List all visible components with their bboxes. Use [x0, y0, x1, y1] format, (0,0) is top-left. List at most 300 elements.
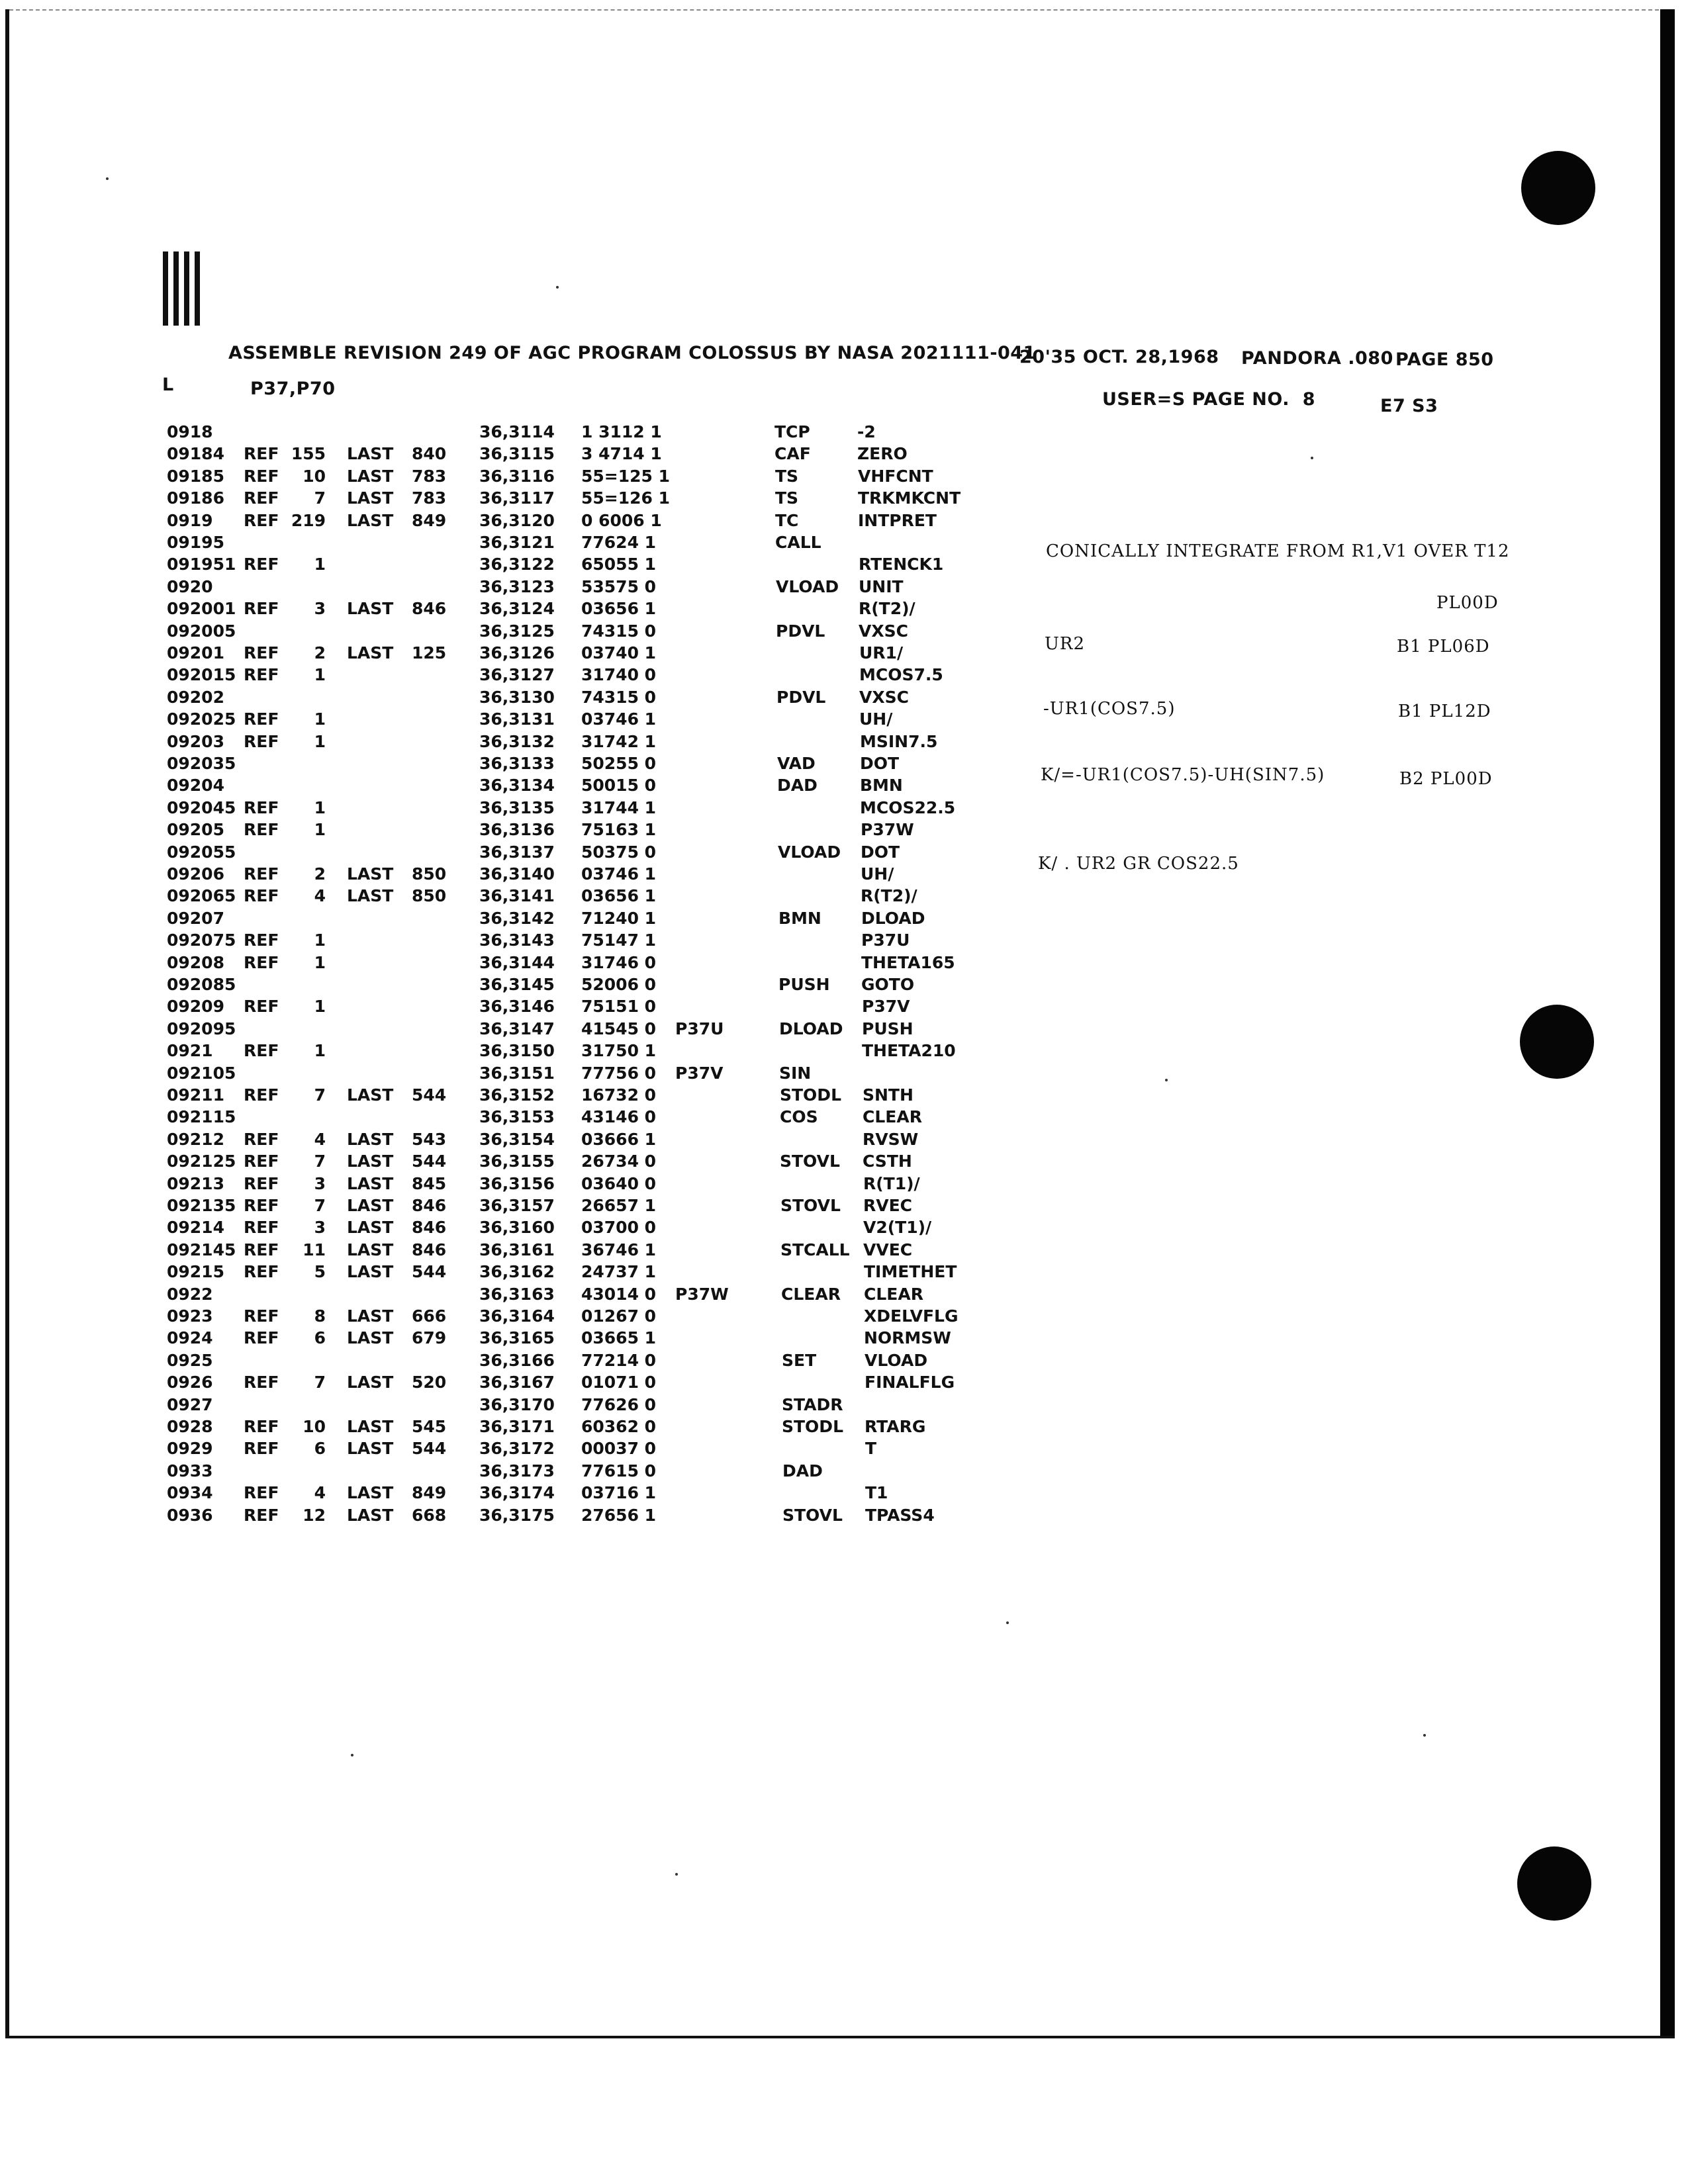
section-programs: P37,P70: [250, 379, 336, 399]
octal-word: 77214 0: [581, 1351, 657, 1370]
ref-keyword: REF: [244, 1130, 279, 1149]
label: P37W: [675, 1285, 729, 1304]
operand: UR1/: [859, 643, 904, 662]
scan-speck: [1165, 1079, 1168, 1081]
last-page: 846: [412, 1240, 447, 1259]
operand: MCOS22.5: [860, 798, 956, 817]
listing-datetime: 20'35 OCT. 28,1968: [1019, 347, 1219, 367]
operand: MSIN7.5: [860, 732, 938, 751]
operand: R(T2)/: [861, 886, 917, 905]
opcode: VLOAD: [776, 577, 839, 596]
last-keyword: LAST: [347, 1306, 394, 1326]
ref-keyword: REF: [244, 488, 279, 508]
opcode: STOVL: [782, 1506, 843, 1525]
octal-word: 75163 1: [581, 820, 657, 839]
ref-count: 1: [314, 1041, 326, 1060]
octal-word: 71240 1: [581, 909, 657, 928]
operand: V2(T1)/: [863, 1218, 932, 1237]
octal-word: 74315 0: [581, 688, 657, 707]
seq-number: 09207: [167, 909, 224, 928]
address: 36,3144: [479, 953, 555, 972]
ref-keyword: REF: [244, 555, 279, 574]
address: 36,3173: [479, 1461, 555, 1480]
comment-tag: B2 PL00D: [1399, 769, 1493, 789]
seq-number: 0922: [167, 1285, 213, 1304]
seq-number: 0927: [167, 1395, 213, 1414]
operand: TIMETHET: [864, 1262, 957, 1281]
last-page: 544: [412, 1439, 447, 1458]
user-page-number: USER=S PAGE NO. 8: [1102, 389, 1316, 410]
address: 36,3154: [479, 1130, 555, 1149]
seq-number: 0928: [167, 1417, 213, 1436]
seq-number: 0929: [167, 1439, 213, 1458]
address: 36,3114: [479, 422, 555, 441]
operand: T: [865, 1439, 877, 1458]
last-keyword: LAST: [347, 1152, 394, 1171]
ref-keyword: REF: [244, 1328, 279, 1347]
comment-tag: B1 PL12D: [1398, 702, 1491, 721]
last-keyword: LAST: [347, 1483, 394, 1502]
ref-count: 7: [314, 1373, 326, 1392]
opcode: COS: [780, 1107, 818, 1126]
operand: RVEC: [863, 1196, 913, 1215]
opcode: STODL: [782, 1417, 843, 1436]
scan-speck: [106, 177, 109, 180]
seq-number: 09215: [167, 1262, 224, 1281]
seq-number: 0934: [167, 1483, 213, 1502]
comment-line: CONICALLY INTEGRATE FROM R1,V1 OVER T12: [1046, 541, 1510, 561]
opcode: DLOAD: [779, 1019, 843, 1038]
ref-count: 1: [314, 997, 326, 1016]
seq-number: 09214: [167, 1218, 224, 1237]
last-keyword: LAST: [347, 1506, 394, 1525]
last-keyword: LAST: [347, 1417, 394, 1436]
operand: UH/: [861, 864, 894, 884]
punch-hole-bottom: [1517, 1846, 1591, 1921]
octal-word: 77624 1: [581, 533, 657, 552]
seq-number: 09206: [167, 864, 224, 884]
octal-word: 03746 1: [581, 709, 657, 729]
octal-word: 03656 1: [581, 886, 657, 905]
ref-count: 7: [314, 1196, 326, 1215]
octal-word: 50015 0: [581, 776, 657, 795]
operand: UH/: [859, 709, 893, 729]
seq-number: 092045: [167, 798, 236, 817]
ref-count: 1: [314, 820, 326, 839]
ref-keyword: REF: [244, 1218, 279, 1237]
operand: -2: [857, 422, 876, 441]
address: 36,3174: [479, 1483, 555, 1502]
address: 36,3123: [479, 577, 555, 596]
address: 36,3164: [479, 1306, 555, 1326]
last-keyword: LAST: [347, 467, 394, 486]
operand: VXSC: [859, 688, 909, 707]
address: 36,3132: [479, 732, 555, 751]
operand: T1: [865, 1483, 888, 1502]
ref-keyword: REF: [244, 1085, 279, 1105]
address: 36,3127: [479, 665, 555, 684]
seq-number: 0921: [167, 1041, 213, 1060]
octal-word: 55=125 1: [581, 467, 671, 486]
octal-word: 27656 1: [581, 1506, 657, 1525]
ref-keyword: REF: [244, 798, 279, 817]
seq-number: 0933: [167, 1461, 213, 1480]
ref-keyword: REF: [244, 1196, 279, 1215]
opcode: PDVL: [776, 621, 825, 641]
page-number: PAGE 850: [1395, 349, 1494, 370]
octal-word: 24737 1: [581, 1262, 657, 1281]
last-page: 666: [412, 1306, 447, 1326]
operand: TRKMKCNT: [858, 488, 961, 508]
octal-word: 03746 1: [581, 864, 657, 884]
operand: DOT: [861, 842, 900, 862]
opcode: CAF: [774, 444, 811, 463]
ref-keyword: REF: [244, 997, 279, 1016]
scan-speck: [1006, 1621, 1009, 1624]
ref-keyword: REF: [244, 1506, 279, 1525]
last-page: 849: [412, 1483, 447, 1502]
opcode: TCP: [774, 422, 810, 441]
last-keyword: LAST: [347, 1130, 394, 1149]
operand: RVSW: [863, 1130, 919, 1149]
address: 36,3170: [479, 1395, 555, 1414]
address: 36,3142: [479, 909, 555, 928]
ref-keyword: REF: [244, 732, 279, 751]
octal-word: 16732 0: [581, 1085, 657, 1105]
ref-count: 4: [314, 1483, 326, 1502]
opcode: DAD: [777, 776, 818, 795]
seq-number: 0919: [167, 511, 213, 530]
operand: SNTH: [863, 1085, 914, 1105]
last-keyword: LAST: [347, 599, 394, 618]
last-page: 520: [412, 1373, 447, 1392]
octal-word: 50375 0: [581, 842, 657, 862]
ref-count: 5: [314, 1262, 326, 1281]
address: 36,3121: [479, 533, 555, 552]
octal-word: 43014 0: [581, 1285, 657, 1304]
address: 36,3116: [479, 467, 555, 486]
operand: VLOAD: [865, 1351, 928, 1370]
opcode: TS: [775, 488, 799, 508]
last-keyword: LAST: [347, 1373, 394, 1392]
operand: UNIT: [859, 577, 904, 596]
ref-count: 7: [314, 1085, 326, 1105]
last-page: 544: [412, 1085, 447, 1105]
operand: CSTH: [863, 1152, 912, 1171]
ref-keyword: REF: [244, 709, 279, 729]
operand: FINALFLG: [865, 1373, 955, 1392]
octal-word: 36746 1: [581, 1240, 657, 1259]
seq-number: 091951: [167, 555, 236, 574]
ref-keyword: REF: [244, 820, 279, 839]
opcode: STOVL: [780, 1152, 840, 1171]
last-page: 846: [412, 1196, 447, 1215]
ref-count: 3: [314, 1218, 326, 1237]
comment-line: UR2: [1045, 634, 1086, 654]
octal-word: 3 4714 1: [581, 444, 662, 463]
octal-word: 26657 1: [581, 1196, 657, 1215]
ref-count: 219: [291, 511, 326, 530]
address: 36,3156: [479, 1174, 555, 1193]
opcode: SET: [782, 1351, 817, 1370]
punch-hole-top: [1521, 151, 1595, 225]
last-page: 840: [412, 444, 447, 463]
seq-number: 092035: [167, 754, 236, 773]
operand: VVEC: [863, 1240, 913, 1259]
ref-keyword: REF: [244, 1373, 279, 1392]
address: 36,3153: [479, 1107, 555, 1126]
seq-number: 0924: [167, 1328, 213, 1347]
seq-number: 09195: [167, 533, 224, 552]
operand: R(T1)/: [863, 1174, 920, 1193]
octal-word: 31746 0: [581, 953, 657, 972]
octal-word: 26734 0: [581, 1152, 657, 1171]
opcode: PDVL: [776, 688, 826, 707]
last-keyword: LAST: [347, 444, 394, 463]
address: 36,3160: [479, 1218, 555, 1237]
ref-keyword: REF: [244, 1041, 279, 1060]
operand: VHFCNT: [858, 467, 933, 486]
ref-count: 1: [314, 709, 326, 729]
ref-count: 1: [314, 732, 326, 751]
address: 36,3133: [479, 754, 555, 773]
ref-count: 2: [314, 864, 326, 884]
operand: XDELVFLG: [864, 1306, 959, 1326]
ref-count: 2: [314, 643, 326, 662]
ref-keyword: REF: [244, 886, 279, 905]
last-keyword: LAST: [347, 1240, 394, 1259]
address: 36,3145: [479, 975, 555, 994]
address: 36,3134: [479, 776, 555, 795]
address: 36,3143: [479, 931, 555, 950]
last-keyword: LAST: [347, 511, 394, 530]
operand: MCOS7.5: [859, 665, 943, 684]
ref-count: 3: [314, 1174, 326, 1193]
comment-line: -UR1(COS7.5): [1043, 699, 1176, 719]
address: 36,3120: [479, 511, 555, 530]
ref-count: 7: [314, 1152, 326, 1171]
opcode: BMN: [778, 909, 821, 928]
octal-word: 03716 1: [581, 1483, 657, 1502]
operand: RTENCK1: [859, 555, 944, 574]
octal-word: 0 6006 1: [581, 511, 662, 530]
seq-number: 0926: [167, 1373, 213, 1392]
address: 36,3124: [479, 599, 555, 618]
ref-count: 3: [314, 599, 326, 618]
seq-number: 09213: [167, 1174, 224, 1193]
ref-keyword: REF: [244, 467, 279, 486]
operand: P37W: [861, 820, 914, 839]
last-keyword: LAST: [347, 1218, 394, 1237]
address: 36,3147: [479, 1019, 555, 1038]
octal-word: 31744 1: [581, 798, 657, 817]
left-edge-shadow: [5, 9, 9, 2038]
octal-word: 60362 0: [581, 1417, 657, 1436]
octal-word: 41545 0: [581, 1019, 657, 1038]
octal-word: 75151 0: [581, 997, 657, 1016]
octal-word: 03640 0: [581, 1174, 657, 1193]
operand: DOT: [860, 754, 900, 773]
address: 36,3122: [479, 555, 555, 574]
last-page: 783: [412, 488, 447, 508]
label: P37U: [675, 1019, 724, 1038]
ref-count: 1: [314, 953, 326, 972]
seq-number: 092115: [167, 1107, 236, 1126]
address: 36,3135: [479, 798, 555, 817]
address: 36,3141: [479, 886, 555, 905]
last-page: 544: [412, 1262, 447, 1281]
octal-word: 77756 0: [581, 1064, 657, 1083]
operand: PUSH: [862, 1019, 914, 1038]
ref-keyword: REF: [244, 444, 279, 463]
address: 36,3175: [479, 1506, 555, 1525]
octal-word: 74315 0: [581, 621, 657, 641]
opcode: STODL: [780, 1085, 841, 1105]
ref-keyword: REF: [244, 931, 279, 950]
address: 36,3150: [479, 1041, 555, 1060]
seq-number: 09209: [167, 997, 224, 1016]
seq-number: 092055: [167, 842, 236, 862]
operand: ZERO: [857, 444, 908, 463]
seq-number: 09186: [167, 488, 224, 508]
address: 36,3165: [479, 1328, 555, 1347]
address: 36,3167: [479, 1373, 555, 1392]
ref-count: 12: [303, 1506, 326, 1525]
opcode: STADR: [782, 1395, 843, 1414]
last-keyword: LAST: [347, 864, 394, 884]
address: 36,3157: [479, 1196, 555, 1215]
octal-word: 03656 1: [581, 599, 657, 618]
last-keyword: LAST: [347, 643, 394, 662]
seq-number: 092015: [167, 665, 236, 684]
opcode: CLEAR: [781, 1285, 841, 1304]
octal-word: 77626 0: [581, 1395, 657, 1414]
ref-keyword: REF: [244, 1306, 279, 1326]
operand: RTARG: [865, 1417, 926, 1436]
last-keyword: LAST: [347, 1085, 394, 1105]
seq-number: 09185: [167, 467, 224, 486]
operand: CLEAR: [863, 1107, 922, 1126]
octal-word: 31750 1: [581, 1041, 657, 1060]
address: 36,3126: [479, 643, 555, 662]
last-keyword: LAST: [347, 1262, 394, 1281]
last-page: 846: [412, 1218, 447, 1237]
address: 36,3163: [479, 1285, 555, 1304]
address: 36,3131: [479, 709, 555, 729]
scan-speck: [1311, 457, 1313, 459]
address: 36,3151: [479, 1064, 555, 1083]
comment-line: K/ . UR2 GR COS22.5: [1038, 854, 1239, 874]
section-letter: L: [162, 375, 174, 395]
seq-number: 09201: [167, 643, 224, 662]
octal-word: 65055 1: [581, 555, 657, 574]
operand: P37U: [861, 931, 910, 950]
scan-speck: [556, 286, 559, 289]
octal-word: 31742 1: [581, 732, 657, 751]
comment-line: K/=-UR1(COS7.5)-UH(SIN7.5): [1041, 765, 1325, 785]
operand: TPASS4: [865, 1506, 935, 1525]
octal-word: 77615 0: [581, 1461, 657, 1480]
seq-number: 092135: [167, 1196, 236, 1215]
ref-count: 6: [314, 1439, 326, 1458]
last-keyword: LAST: [347, 1174, 394, 1193]
last-keyword: LAST: [347, 488, 394, 508]
operand: GOTO: [861, 975, 915, 994]
address: 36,3140: [479, 864, 555, 884]
ref-count: 10: [303, 1417, 326, 1436]
last-page: 679: [412, 1328, 447, 1347]
address: 36,3166: [479, 1351, 555, 1370]
seq-number: 092105: [167, 1064, 236, 1083]
seq-number: 092095: [167, 1019, 236, 1038]
seq-number: 092145: [167, 1240, 236, 1259]
address: 36,3155: [479, 1152, 555, 1171]
last-page: 850: [412, 864, 447, 884]
comment-tag: PL00D: [1436, 593, 1499, 613]
ref-count: 11: [303, 1240, 326, 1259]
listing-title: ASSEMBLE REVISION 249 OF AGC PROGRAM COLOSSUS BY NASA 2021111-041: [228, 343, 1036, 363]
octal-word: 01071 0: [581, 1373, 657, 1392]
seq-number: 09205: [167, 820, 224, 839]
ref-keyword: REF: [244, 953, 279, 972]
ref-count: 1: [314, 665, 326, 684]
last-page: 125: [412, 643, 447, 662]
operand: NORMSW: [864, 1328, 951, 1347]
ref-keyword: REF: [244, 1262, 279, 1281]
octal-word: 75147 1: [581, 931, 657, 950]
seq-number: 092085: [167, 975, 236, 994]
seq-number: 09204: [167, 776, 224, 795]
octal-word: 03700 0: [581, 1218, 657, 1237]
last-page: 544: [412, 1152, 447, 1171]
pandora-version: PANDORA .080: [1241, 348, 1393, 369]
ref-keyword: REF: [244, 1152, 279, 1171]
address: 36,3171: [479, 1417, 555, 1436]
last-keyword: LAST: [347, 1196, 394, 1215]
octal-word: 31740 0: [581, 665, 657, 684]
address: 36,3172: [479, 1439, 555, 1458]
octal-word: 03665 1: [581, 1328, 657, 1347]
last-keyword: LAST: [347, 886, 394, 905]
opcode: STCALL: [780, 1240, 850, 1259]
ref-count: 6: [314, 1328, 326, 1347]
operand: THETA165: [861, 953, 955, 972]
seq-number: 0920: [167, 577, 213, 596]
ref-count: 8: [314, 1306, 326, 1326]
label: P37V: [675, 1064, 724, 1083]
operand: CLEAR: [864, 1285, 923, 1304]
last-keyword: LAST: [347, 1328, 394, 1347]
operand: THETA210: [862, 1041, 956, 1060]
ref-count: 4: [314, 886, 326, 905]
seq-number: 092025: [167, 709, 236, 729]
octal-word: 50255 0: [581, 754, 657, 773]
punch-hole-middle: [1520, 1005, 1594, 1079]
ref-count: 4: [314, 1130, 326, 1149]
seq-number: 09208: [167, 953, 224, 972]
address: 36,3162: [479, 1262, 555, 1281]
address: 36,3125: [479, 621, 555, 641]
ref-keyword: REF: [244, 643, 279, 662]
address: 36,3146: [479, 997, 555, 1016]
address: 36,3136: [479, 820, 555, 839]
octal-word: 03666 1: [581, 1130, 657, 1149]
last-page: 543: [412, 1130, 447, 1149]
ref-count: 7: [314, 488, 326, 508]
address: 36,3152: [479, 1085, 555, 1105]
octal-word: 03740 1: [581, 643, 657, 662]
address: 36,3161: [479, 1240, 555, 1259]
